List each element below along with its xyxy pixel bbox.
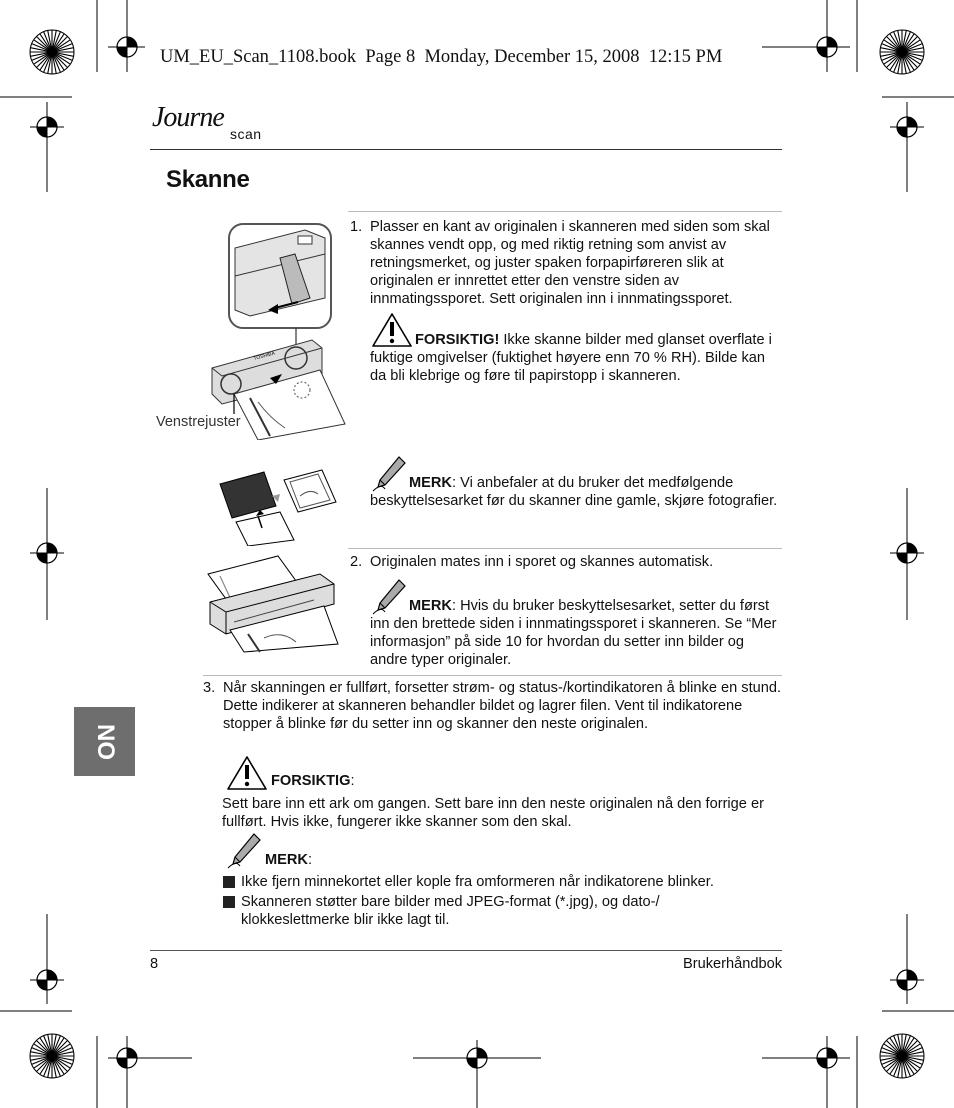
page-title: Skanne bbox=[166, 166, 250, 193]
footer-rule bbox=[150, 950, 782, 951]
note-text: : Hvis du bruker beskyttelsesarket, setter du først inn den brettede siden i innmatingssporet i skanneren. Se “Mer informasjon” på side 10 for hvordan du setter inn bilder og andre typer originaler. bbox=[370, 598, 777, 668]
step3-rule bbox=[203, 675, 782, 676]
note-pencil-icon bbox=[226, 832, 262, 870]
step3-caution-text: Sett bare inn ett ark om gangen. Sett bare inn den neste originalen nå den forrige er fullført. Hvis ikke, fungerer ikke skanner som den skal. bbox=[222, 796, 764, 830]
device-brand: TOSHIBA bbox=[252, 350, 276, 362]
note-text: : Vi anbefaler at du bruker det medfølgende beskyttelsesarket før du skanner dine gamle, skjøre fotografier. bbox=[370, 475, 778, 509]
step1-text: Plasser en kant av originalen i skanneren med siden som skal skannes vendt opp, og med riktig retning som anvist av retningsmerket, og juster spaken forpapirføreren slik at originalen er innrettet etter den venstre siden av innmatingssporet. Sett originalen inn i innmatingssporet. bbox=[370, 219, 770, 307]
figure-scanner-insertion bbox=[150, 218, 350, 440]
header-rule bbox=[150, 149, 782, 150]
language-tab bbox=[74, 707, 135, 776]
step2-rule bbox=[348, 548, 782, 549]
brand-word: scan bbox=[230, 126, 262, 142]
step2-text: Originalen mates inn i sporet og skannes automatisk. bbox=[370, 554, 714, 570]
step1-caution bbox=[370, 331, 780, 385]
caution-icon bbox=[226, 755, 268, 791]
bullet-square bbox=[223, 896, 235, 908]
step1-rule bbox=[348, 211, 782, 212]
figure-protective-sheet bbox=[214, 466, 340, 546]
print-slug: UM_EU_Scan_1108.book Page 8 Monday, December 15, 2008 12:15 PM bbox=[160, 47, 723, 67]
bullet-square bbox=[223, 876, 235, 888]
brand-logo bbox=[148, 100, 278, 148]
caution-colon: : bbox=[350, 773, 355, 789]
step2-number: 2. bbox=[350, 554, 363, 570]
step3-note-heading bbox=[265, 851, 312, 869]
step3-number: 3. bbox=[203, 680, 216, 696]
step1-note bbox=[370, 474, 780, 510]
manual-name: Brukerhåndbok bbox=[683, 956, 782, 972]
step3-caution-heading bbox=[271, 772, 355, 790]
caution-text: Ikke skanne bilder med glanset overflate i fuktige omgivelser (fuktighet høyere enn 70 % RH). Bilde kan da bli klebrige og føre til papirstopp i skanneren. bbox=[370, 332, 772, 384]
figure-scanner-feeding bbox=[204, 552, 344, 654]
step3-bullet-2: Skanneren støtter bare bilder med JPEG-format (*.jpg), og dato-/ klokkeslettmerke blir ikke lagt til. bbox=[241, 894, 660, 928]
step1-number: 1. bbox=[350, 219, 363, 235]
step3-text: Når skanningen er fullført, forsetter strøm- og status-/kortindikatoren å blinke en stund. Dette indikerer at skanneren behandler bildet og lagrer filen. Vent til indikatorene stopper å blinke før du setter inn og skanner den neste originalen. bbox=[223, 680, 782, 732]
note-colon: : bbox=[307, 852, 313, 868]
language-tab-label: NO bbox=[92, 724, 119, 760]
caution-label: FORSIKTIG bbox=[271, 773, 351, 789]
note-label: MERK bbox=[265, 852, 308, 868]
left-adjust-label: Venstrejuster bbox=[156, 414, 241, 430]
step2-note bbox=[370, 597, 780, 669]
note-label: MERK bbox=[409, 598, 452, 614]
brand-script: Journe bbox=[152, 102, 224, 133]
note-label: MERK bbox=[409, 475, 452, 491]
step3-bullet-1: Ikke fjern minnekortet eller kople fra omformeren når indikatorene blinker. bbox=[241, 874, 714, 890]
caution-label: FORSIKTIG! bbox=[415, 332, 500, 348]
page-number: 8 bbox=[150, 956, 159, 972]
